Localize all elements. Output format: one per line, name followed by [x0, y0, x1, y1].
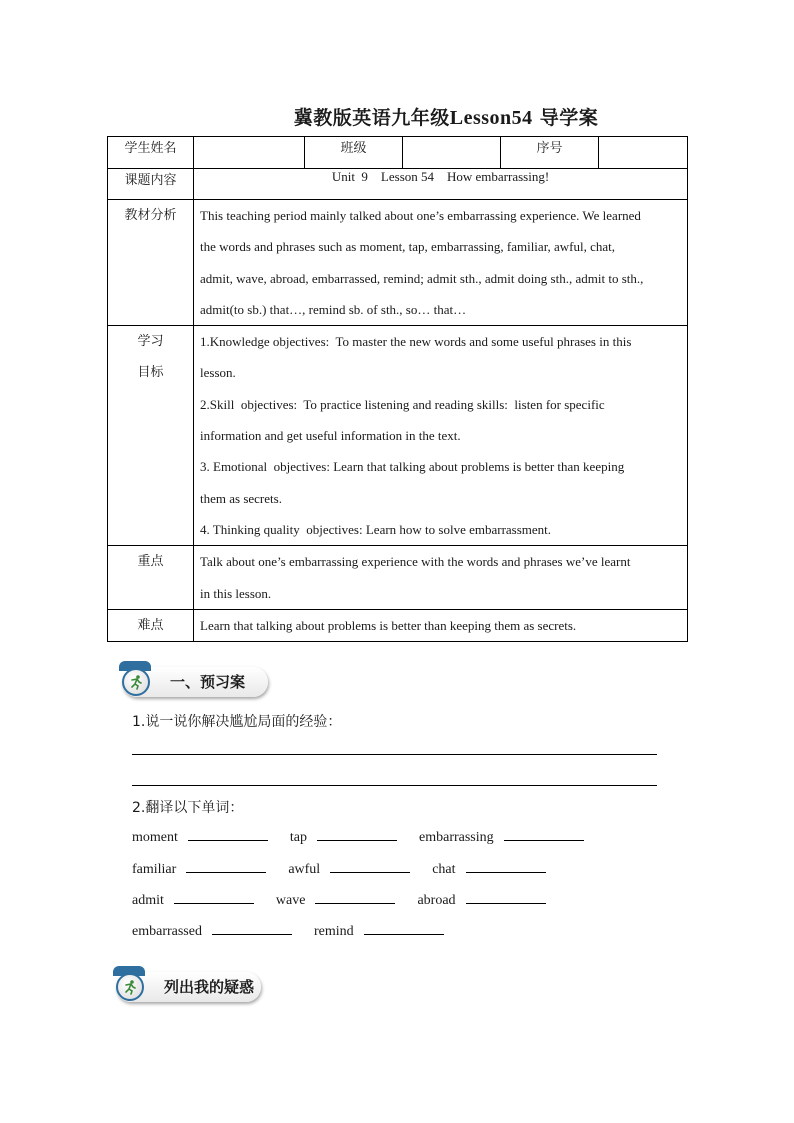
vocab-word: moment [132, 830, 178, 845]
vocab-row [132, 889, 568, 909]
vocab-word: embarrassed [132, 924, 202, 939]
analysis-label: 教材分析 [108, 200, 194, 326]
vocab-word: remind [313, 924, 354, 939]
goals-line: lesson. [200, 365, 236, 381]
vocab-blank[interactable] [504, 826, 584, 841]
vocab-word: admit [132, 893, 164, 908]
answer-line[interactable] [132, 754, 657, 755]
vocab-blank[interactable] [188, 826, 268, 841]
section-preview-label: 一、预习案 [122, 667, 268, 697]
vocab-row [132, 858, 568, 878]
key-points-text [194, 546, 688, 610]
goals-line: 3. Emotional objectives: Learn that talking about problems is better than keeping [200, 459, 625, 475]
table-row [108, 200, 688, 326]
vocab-word: chat [432, 862, 456, 877]
vocab-blank[interactable] [186, 858, 266, 873]
question-2: 2.翻译以下单词： [132, 800, 244, 816]
table-row [108, 326, 688, 546]
class-label: 班级 [305, 137, 403, 169]
title-cn-prefix: 冀教版英语九年级 [293, 107, 450, 129]
student-name-cell[interactable] [194, 137, 305, 169]
vocab-blank[interactable] [174, 889, 254, 904]
section-questions-badge [106, 969, 266, 1005]
vocab-word: awful [288, 862, 321, 877]
goals-label-line: 目标 [137, 365, 164, 381]
runner-icon [116, 973, 144, 1001]
table-row [108, 169, 688, 200]
section-questions-label: 列出我的疑惑 [116, 972, 261, 1002]
vocab-blank[interactable] [330, 858, 410, 873]
vocab-blank[interactable] [317, 826, 397, 841]
lesson-info-table [107, 136, 688, 642]
topic-value: Unit 9 Lesson 54 How embarrassing! [194, 169, 688, 200]
vocab-blank[interactable] [364, 920, 444, 935]
analysis-line: admit, wave, abroad, embarrassed, remind; admit sth., admit doing sth., admit to sth., [200, 270, 644, 286]
vocab-word: familiar [132, 862, 177, 877]
goals-label-line: 学习 [137, 334, 164, 350]
vocab-word: abroad [417, 893, 456, 908]
table-row [108, 609, 688, 641]
vocab-blank[interactable] [466, 858, 546, 873]
table-row [108, 137, 688, 169]
vocab-word: embarrassing [419, 830, 494, 845]
goals-label [108, 326, 194, 546]
key-points-label: 重点 [108, 546, 194, 610]
class-cell[interactable] [403, 137, 501, 169]
page-title [0, 103, 794, 130]
goals-line: them as secrets. [200, 490, 282, 506]
vocab-blank[interactable] [315, 889, 395, 904]
vocab-word: tap [289, 830, 307, 845]
answer-line[interactable] [132, 785, 657, 786]
table-row [108, 546, 688, 610]
vocab-row [132, 826, 606, 846]
seat-number-label: 序号 [501, 137, 599, 169]
analysis-text [194, 200, 688, 326]
topic-label: 课题内容 [108, 169, 194, 200]
title-lesson: Lesson54 [449, 107, 533, 129]
analysis-line: This teaching period mainly talked about one’s embarrassing experience. We learned [200, 208, 641, 223]
key-line: Talk about one’s embarrassing experience with the words and phrases we’ve learnt [200, 554, 631, 570]
section-preview-badge [112, 664, 272, 700]
difficulty-text: Learn that talking about problems is better than keeping them as secrets. [194, 609, 688, 641]
vocab-row [132, 920, 466, 940]
question-1: 1.说一说你解决尴尬局面的经验： [132, 714, 342, 730]
vocab-blank[interactable] [466, 889, 546, 904]
goals-line: 2.Skill objectives: To practice listening and reading skills: listen for specific [200, 396, 605, 412]
goals-text [194, 326, 688, 546]
vocab-word: wave [275, 893, 306, 908]
key-line: in this lesson. [200, 585, 272, 601]
student-name-label: 学生姓名 [108, 137, 194, 169]
vocab-blank[interactable] [212, 920, 292, 935]
seat-number-cell[interactable] [599, 137, 688, 169]
difficulty-label: 难点 [108, 609, 194, 641]
analysis-line: the words and phrases such as moment, tap, embarrassing, familiar, awful, chat, [200, 239, 615, 255]
goals-line: 1.Knowledge objectives: To master the new words and some useful phrases in this [200, 334, 632, 350]
analysis-line: admit(to sb.) that…, remind sb. of sth., so… that… [200, 301, 467, 317]
goals-line: 4. Thinking quality objectives: Learn how to solve embarrassment. [200, 521, 552, 537]
goals-line: information and get useful information in the text. [200, 428, 461, 444]
title-cn-suffix: 导学案 [539, 107, 599, 129]
runner-icon [122, 668, 150, 696]
